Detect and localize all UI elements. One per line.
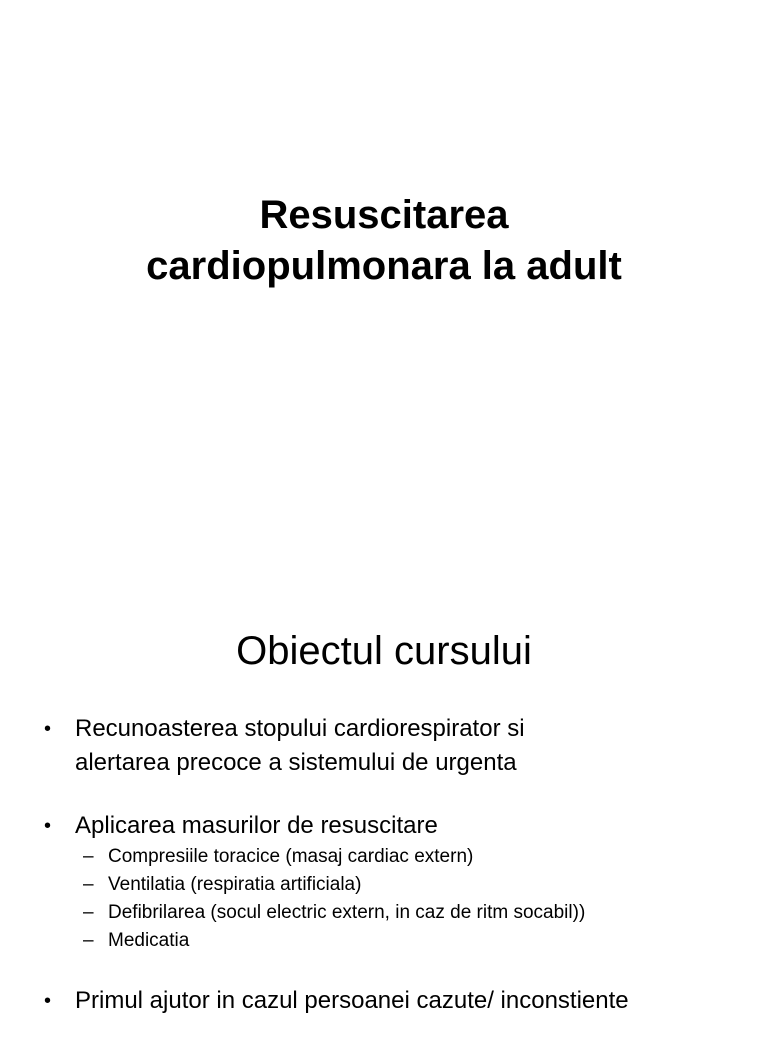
resuscitation-measures-list: [75, 843, 744, 955]
objective-line: Recunoasterea stopului cardiorespirator si: [75, 715, 525, 742]
objective-text: [75, 712, 744, 780]
sub-item: [75, 899, 744, 927]
objective-item: [44, 712, 744, 780]
objective-item: [44, 984, 744, 1018]
sub-item-text: Compresiile toracice (masaj cardiac extern): [108, 846, 474, 867]
objective-line: Primul ajutor in cazul persoanei cazute/ inconstiente: [75, 987, 629, 1014]
dash-marker: –: [83, 874, 94, 895]
sub-item-text: Ventilatia (respiratia artificiala): [108, 874, 362, 895]
bullet-marker: •: [44, 990, 52, 1012]
dash-marker: –: [83, 930, 94, 951]
objective-text: [75, 809, 744, 843]
slide-title-line-1: Resuscitarea: [259, 193, 509, 237]
objective-line: Aplicarea masurilor de resuscitare: [75, 812, 438, 839]
dash-marker: –: [83, 846, 94, 867]
sub-item-text: Medicatia: [108, 930, 190, 951]
sub-item-text: Defibrilarea (socul electric extern, in caz de ritm socabil)): [108, 902, 586, 923]
sub-item: [75, 927, 744, 955]
slide-title: [0, 190, 768, 292]
bullet-marker: •: [44, 718, 52, 740]
objectives-list: [44, 712, 744, 1047]
objective-line: alertarea precoce a sistemului de urgenta: [75, 749, 517, 776]
bullet-marker: •: [44, 815, 52, 837]
objective-text: [75, 984, 744, 1018]
slide-title-line-2: cardiopulmonara la adult: [146, 244, 622, 288]
section-heading: Obiectul cursului: [236, 629, 532, 673]
sub-item: [75, 843, 744, 871]
objective-item: [44, 809, 744, 955]
dash-marker: –: [83, 902, 94, 923]
sub-item: [75, 871, 744, 899]
